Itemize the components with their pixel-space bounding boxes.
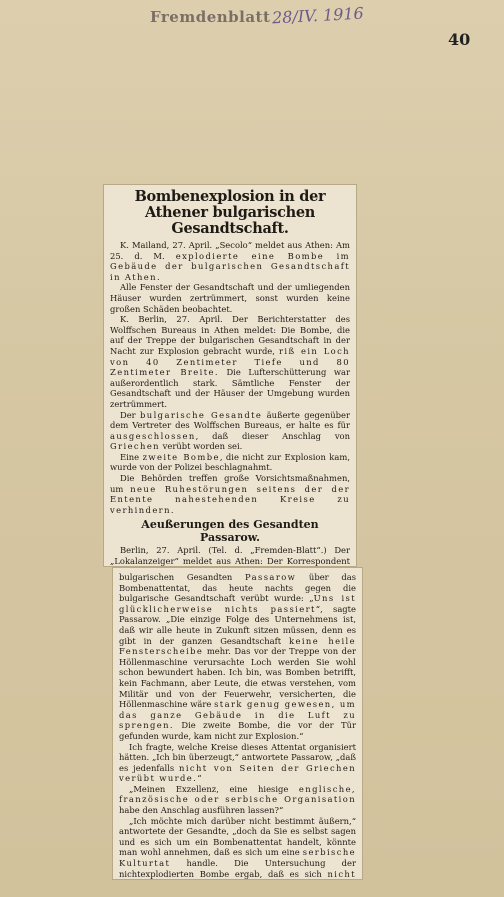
text-run: , daß dieser Anschlag von [195, 430, 350, 441]
text-run-spaced: Uns ist glücklicherweise nichts passiert [119, 593, 356, 614]
text-run: Eine [120, 451, 143, 462]
text-run: K. Mailand, 27. April. „Secolo“ meldet aus Athen: Am 25. d. M. [110, 240, 350, 261]
paragraph [110, 452, 350, 473]
text-run-spaced: stark genug gewesen, um das ganze Gebäude in die Luft zu sprengen. [119, 699, 356, 731]
newspaper-clipping-upper [104, 185, 356, 566]
text-run: Die Behörden treffen große Vorsichtsmaßnahmen, um [110, 473, 350, 494]
handwritten-date: 28/IV. 1916 [271, 3, 365, 28]
paragraph [110, 473, 350, 515]
paragraph: Alle Fenster der Gesandtschaft und der umliegenden Häuser wurden zertrümmert, sonst wurden keine großen Schäden beobachtet. [110, 282, 350, 314]
text-run: “ [197, 773, 202, 784]
paragraph [119, 816, 356, 879]
text-run-spaced: englische, französische oder serbische Organisation [119, 783, 356, 805]
text-run: “, sagte Passarow. „Die einzige Folge des Unternehmens ist, daß wir alle heute in Zukunft sitzen müssen, denn es gibt in der ganzen Gesandtschaft [119, 603, 356, 646]
text-run: Die Lufterschütterung war außerordentlich stark. Sämtliche Fenster der Gesandtschaft und der Häuser der Umgebung wurden zertrümmert. [110, 367, 351, 409]
article-subheading: Aeußerungen des Gesandten Passarow. [141, 518, 319, 545]
paragraph [119, 572, 356, 742]
text-run: „Meinen Exzellenz, eine hiesige [129, 783, 299, 794]
text-run: Die zweite Bombe, die vor der Tür gefunden wurde, kam nicht zur Explosion.“ [119, 720, 356, 741]
paragraph [119, 742, 356, 784]
paragraph [110, 314, 350, 409]
paragraph [119, 784, 356, 816]
text-run: Ich fragte, welche Kreise dieses Attentat organisiert hätten. „Ich bin überzeugt,“ antwortete Passarow, „daß es jedenfalls [119, 741, 356, 773]
text-run-spaced: Passarow [244, 572, 297, 582]
text-run-spaced: riß ein Loch von 40 Zentimeter Tiefe und 80 Zentimeter Breite. [110, 345, 350, 378]
page-number: 40 [448, 30, 471, 49]
paragraph [110, 240, 350, 282]
text-run: bulgarischen Gesandten [119, 572, 245, 582]
text-run: über das Bombenattentat, das heute nachts gegen die bulgarische Gesandtschaft verübt wurde: „ [119, 572, 356, 604]
text-run: verübt worden sei. [159, 441, 243, 452]
text-run-spaced: nicht [327, 868, 356, 879]
text-run: Der [120, 409, 141, 420]
text-run: mehr. Das vor der Treppe von der Höllenmaschine verursachte Loch werden Sie wohl schon bewundert haben. Ich bin, was Bomben betrifft, kein Fachmann, aber Leute, die etwas verstehen, vom Militär und von der Feuerwehr, versicherten, die Höllenmaschine wäre [119, 646, 356, 710]
paragraph [110, 410, 350, 452]
text-run-spaced: keine heile Fensterscheibe [119, 635, 356, 657]
text-run-spaced: serbische Kulturtat [119, 847, 356, 869]
text-run: , die nicht zur Explosion kam, wurde von der Polizei beschlagnahmt. [110, 451, 350, 473]
text-run-spaced: explodierte eine Bombe im Gebäude der bulgarischen Gesandtschaft in Athen. [110, 250, 350, 282]
text-run: „Ich möchte mich darüber nicht bestimmt äußern,“ antwortete der Gesandte, „doch da Sie es selbst sagen und es sich um ein Bombenattentat handelt, könnte man wohl annehmen, daß es sich um eine [119, 815, 356, 858]
text-run: K. Berlin, 27. April. Der Berichterstatter des Wolffschen Bureaus in Athen meldet: Die Bombe, die auf der Treppe der bulgarischen Gesandtschaft in der Nacht zur Explosion gebracht wurde, [110, 314, 350, 356]
newspaper-clipping-lower [113, 568, 362, 879]
paragraph: Berlin, 27. April. (Tel. d. „Fremden-Blatt“.) Der „Lokalanzeiger“ meldet aus Athen: Der Korrespondent [110, 545, 350, 566]
text-run-spaced: nicht von Seiten der Griechen verübt wurde. [119, 762, 356, 784]
text-run: handle. Die Untersuchung der nichtexplodierten Bombe ergab, daß es sich [119, 858, 356, 879]
text-run-spaced: ausgeschlossen [110, 430, 196, 441]
text-run-spaced: zweite Bombe [142, 451, 220, 462]
text-run: äußerte gegenüber dem Vertreter des Wolffschen Bureaus, er halte es für [110, 409, 350, 431]
text-run-spaced: Griechen [110, 441, 160, 452]
newspaper-stamp: Fremdenblatt [150, 8, 271, 26]
text-run: habe den Anschlag ausführen lassen?“ [119, 805, 284, 816]
text-run-spaced: bulgarische Gesandte [140, 409, 263, 420]
article-headline: Bombenexplosion in der Athener bulgarischen Gesandtschaft. [134, 188, 326, 237]
text-run-spaced: neue Ruhestörungen seitens der der Entente nahestehenden Kreise zu verhindern. [110, 483, 351, 515]
